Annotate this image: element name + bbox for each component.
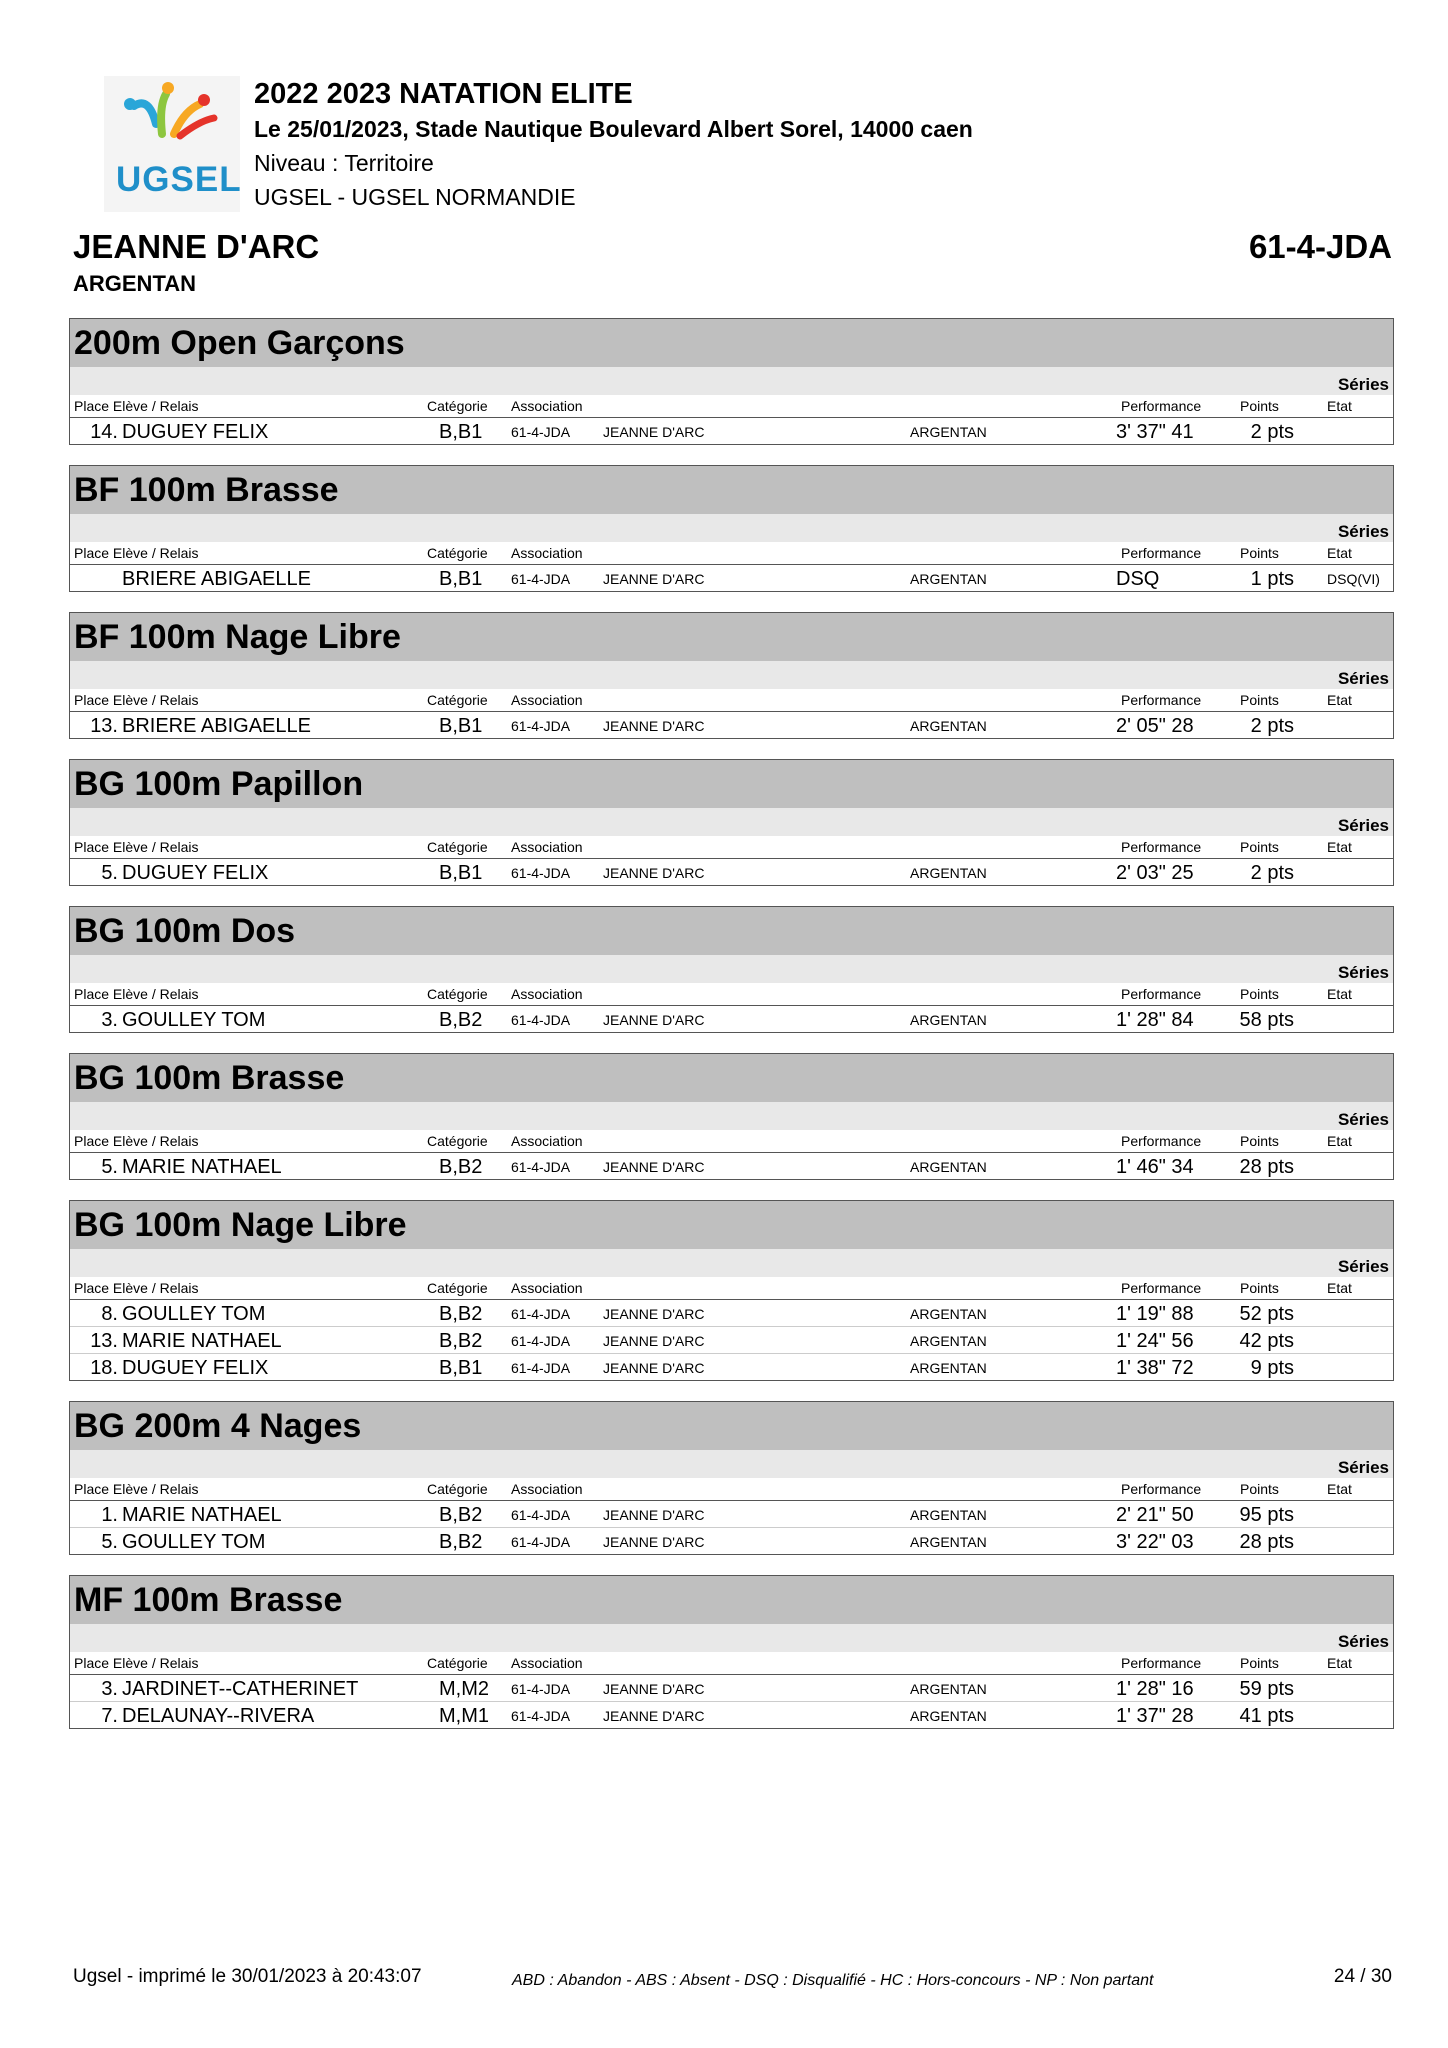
col-place-name: Place Elève / Relais <box>74 692 199 708</box>
club-name: JEANNE D'ARC <box>73 228 320 265</box>
club-code-cell: 61-4-JDA <box>511 424 571 440</box>
event-title: BF 100m Nage Libre <box>70 613 1393 661</box>
performance: 1' 28" 84 <box>1116 1009 1194 1031</box>
event-block <box>69 1401 1394 1555</box>
event-block <box>69 1200 1394 1381</box>
col-performance: Performance <box>1121 1655 1202 1671</box>
category: B,B2 <box>439 1531 483 1553</box>
category: B,B1 <box>439 568 483 590</box>
col-association: Association <box>511 545 583 561</box>
swimmer-name: DELAUNAY--RIVERA <box>122 1705 315 1727</box>
performance: 1' 19" 88 <box>1116 1303 1194 1325</box>
performance: 2' 21" 50 <box>1116 1504 1194 1526</box>
result-row <box>70 1153 1393 1179</box>
city-cell: ARGENTAN <box>910 1012 987 1028</box>
column-header <box>70 689 1393 712</box>
ugsel-logo-figures-icon <box>104 76 240 156</box>
event-block <box>69 759 1394 886</box>
series-label: Séries <box>70 514 1393 542</box>
event-title: BG 100m Brasse <box>70 1054 1393 1102</box>
column-header <box>70 542 1393 565</box>
swimmer-name: MARIE NATHAEL <box>122 1330 282 1352</box>
performance: 1' 37" 28 <box>1116 1705 1194 1727</box>
result-row <box>70 418 1393 444</box>
meet-title: 2022 2023 NATATION ELITE <box>254 78 633 110</box>
meet-org: UGSEL - UGSEL NORMANDIE <box>254 184 576 210</box>
col-association: Association <box>511 398 583 414</box>
series-label: Séries <box>70 661 1393 689</box>
club-cell: JEANNE D'ARC <box>603 1708 705 1724</box>
category: B,B2 <box>439 1156 483 1178</box>
result-row <box>70 1354 1393 1380</box>
place: 5. <box>101 1531 118 1553</box>
city-cell: ARGENTAN <box>910 1333 987 1349</box>
col-place-name: Place Elève / Relais <box>74 1481 199 1497</box>
points: 2 pts <box>1250 421 1294 443</box>
col-category: Catégorie <box>427 1655 488 1671</box>
col-place-name: Place Elève / Relais <box>74 839 199 855</box>
ugsel-logo <box>104 76 240 212</box>
col-association: Association <box>511 1481 583 1497</box>
col-performance: Performance <box>1121 839 1202 855</box>
club-cell: JEANNE D'ARC <box>603 1507 705 1523</box>
series-label: Séries <box>70 808 1393 836</box>
col-points: Points <box>1240 1133 1279 1149</box>
series-label: Séries <box>70 1624 1393 1652</box>
result-row <box>70 1528 1393 1554</box>
col-category: Catégorie <box>427 1280 488 1296</box>
col-points: Points <box>1240 1655 1279 1671</box>
column-header <box>70 836 1393 859</box>
club-code-cell: 61-4-JDA <box>511 865 571 881</box>
city-cell: ARGENTAN <box>910 1534 987 1550</box>
club-code: 61-4-JDA <box>1248 228 1392 265</box>
result-row <box>70 1300 1393 1327</box>
column-header <box>70 1478 1393 1501</box>
club-cell: JEANNE D'ARC <box>603 1012 705 1028</box>
col-association: Association <box>511 839 583 855</box>
points: 2 pts <box>1250 862 1294 884</box>
column-header <box>70 1277 1393 1300</box>
column-header <box>70 395 1393 418</box>
col-points: Points <box>1240 692 1279 708</box>
place: 8. <box>101 1303 118 1325</box>
col-category: Catégorie <box>427 545 488 561</box>
col-etat: Etat <box>1327 1655 1352 1671</box>
col-performance: Performance <box>1121 1133 1202 1149</box>
col-etat: Etat <box>1327 986 1352 1002</box>
footer-printed: Ugsel - imprimé le 30/01/2023 à 20:43:07 <box>73 1966 422 1987</box>
result-row <box>70 1501 1393 1528</box>
club-cell: JEANNE D'ARC <box>603 571 705 587</box>
series-label: Séries <box>70 367 1393 395</box>
points: 42 pts <box>1239 1330 1294 1352</box>
swimmer-name: GOULLEY TOM <box>122 1303 266 1325</box>
performance: DSQ <box>1116 568 1160 590</box>
col-category: Catégorie <box>427 692 488 708</box>
swimmer-name: GOULLEY TOM <box>122 1531 266 1553</box>
col-performance: Performance <box>1121 986 1202 1002</box>
col-category: Catégorie <box>427 839 488 855</box>
club-code-cell: 61-4-JDA <box>511 1534 571 1550</box>
club-cell: JEANNE D'ARC <box>603 424 705 440</box>
club-cell: JEANNE D'ARC <box>603 1534 705 1550</box>
event-block <box>69 1575 1394 1729</box>
col-performance: Performance <box>1121 1280 1202 1296</box>
category: B,B2 <box>439 1303 483 1325</box>
swimmer-name: MARIE NATHAEL <box>122 1504 282 1526</box>
city-cell: ARGENTAN <box>910 1306 987 1322</box>
city-cell: ARGENTAN <box>910 424 987 440</box>
points: 2 pts <box>1250 715 1294 737</box>
points: 52 pts <box>1239 1303 1294 1325</box>
points: 95 pts <box>1239 1504 1294 1526</box>
logo-text: UGSEL <box>116 160 242 199</box>
place: 18. <box>90 1357 118 1379</box>
swimmer-name: MARIE NATHAEL <box>122 1156 282 1178</box>
meet-header <box>254 76 973 214</box>
club-cell: JEANNE D'ARC <box>603 1360 705 1376</box>
place: 3. <box>101 1009 118 1031</box>
club-code-cell: 61-4-JDA <box>511 1159 571 1175</box>
performance: 3' 22" 03 <box>1116 1531 1194 1553</box>
column-header <box>70 983 1393 1006</box>
club-code-cell: 61-4-JDA <box>511 1507 571 1523</box>
category: B,B2 <box>439 1504 483 1526</box>
col-points: Points <box>1240 986 1279 1002</box>
event-title: 200m Open Garçons <box>70 319 1393 367</box>
event-title: BG 100m Dos <box>70 907 1393 955</box>
series-label: Séries <box>70 1102 1393 1130</box>
col-association: Association <box>511 692 583 708</box>
performance: 1' 24" 56 <box>1116 1330 1194 1352</box>
points: 59 pts <box>1239 1678 1294 1700</box>
result-row <box>70 859 1393 885</box>
result-row <box>70 565 1393 591</box>
points: 28 pts <box>1239 1156 1294 1178</box>
club-code-cell: 61-4-JDA <box>511 1360 571 1376</box>
meet-subtitle: Le 25/01/2023, Stade Nautique Boulevard Albert Sorel, 14000 caen <box>254 116 973 142</box>
club-cell: JEANNE D'ARC <box>603 1306 705 1322</box>
category: B,B1 <box>439 1357 483 1379</box>
event-title: BG 200m 4 Nages <box>70 1402 1393 1450</box>
points: 28 pts <box>1239 1531 1294 1553</box>
points: 9 pts <box>1250 1357 1294 1379</box>
event-title: MF 100m Brasse <box>70 1576 1393 1624</box>
col-etat: Etat <box>1327 692 1352 708</box>
category: B,B2 <box>439 1330 483 1352</box>
category: M,M2 <box>439 1678 489 1700</box>
result-row <box>70 1006 1393 1032</box>
col-points: Points <box>1240 1481 1279 1497</box>
place: 1. <box>101 1504 118 1526</box>
col-place-name: Place Elève / Relais <box>74 1655 199 1671</box>
club-code-cell: 61-4-JDA <box>511 1306 571 1322</box>
etat: DSQ(VI) <box>1327 571 1380 587</box>
col-place-name: Place Elève / Relais <box>74 398 199 414</box>
place: 5. <box>101 1156 118 1178</box>
performance: 2' 03" 25 <box>1116 862 1194 884</box>
points: 1 pts <box>1250 568 1294 590</box>
series-label: Séries <box>70 1249 1393 1277</box>
place: 13. <box>90 715 118 737</box>
performance: 1' 28" 16 <box>1116 1678 1194 1700</box>
col-category: Catégorie <box>427 1133 488 1149</box>
col-category: Catégorie <box>427 1481 488 1497</box>
col-category: Catégorie <box>427 986 488 1002</box>
event-block <box>69 612 1394 739</box>
points: 58 pts <box>1239 1009 1294 1031</box>
event-block <box>69 906 1394 1033</box>
col-etat: Etat <box>1327 398 1352 414</box>
club-code-cell: 61-4-JDA <box>511 1681 571 1697</box>
result-row <box>70 1702 1393 1728</box>
city-cell: ARGENTAN <box>910 865 987 881</box>
col-etat: Etat <box>1327 1280 1352 1296</box>
swimmer-name: JARDINET--CATHERINET <box>122 1678 359 1700</box>
col-etat: Etat <box>1327 1481 1352 1497</box>
club-cell: JEANNE D'ARC <box>603 1159 705 1175</box>
result-row <box>70 1327 1393 1354</box>
col-category: Catégorie <box>427 398 488 414</box>
col-performance: Performance <box>1121 398 1202 414</box>
city-cell: ARGENTAN <box>910 1159 987 1175</box>
column-header <box>70 1652 1393 1675</box>
club-cell: JEANNE D'ARC <box>603 865 705 881</box>
performance: 1' 46" 34 <box>1116 1156 1194 1178</box>
col-place-name: Place Elève / Relais <box>74 1133 199 1149</box>
swimmer-name: GOULLEY TOM <box>122 1009 266 1031</box>
col-points: Points <box>1240 1280 1279 1296</box>
event-title: BF 100m Brasse <box>70 466 1393 514</box>
city-cell: ARGENTAN <box>910 1681 987 1697</box>
swimmer-name: DUGUEY FELIX <box>122 421 269 443</box>
performance: 3' 37" 41 <box>1116 421 1194 443</box>
col-performance: Performance <box>1121 1481 1202 1497</box>
points: 41 pts <box>1239 1705 1294 1727</box>
performance: 2' 05" 28 <box>1116 715 1194 737</box>
swimmer-name: DUGUEY FELIX <box>122 1357 269 1379</box>
club-code-cell: 61-4-JDA <box>511 718 571 734</box>
category: B,B1 <box>439 862 483 884</box>
event-block <box>69 1053 1394 1180</box>
meet-level: Niveau : Territoire <box>254 150 434 176</box>
club-code-cell: 61-4-JDA <box>511 1708 571 1724</box>
city-cell: ARGENTAN <box>910 1507 987 1523</box>
category: M,M1 <box>439 1705 489 1727</box>
city-cell: ARGENTAN <box>910 718 987 734</box>
event-title: BG 100m Nage Libre <box>70 1201 1393 1249</box>
col-place-name: Place Elève / Relais <box>74 986 199 1002</box>
col-association: Association <box>511 1655 583 1671</box>
city-cell: ARGENTAN <box>910 571 987 587</box>
col-performance: Performance <box>1121 545 1202 561</box>
col-place-name: Place Elève / Relais <box>74 1280 199 1296</box>
col-points: Points <box>1240 839 1279 855</box>
place: 5. <box>101 862 118 884</box>
result-row <box>70 712 1393 738</box>
swimmer-name: BRIERE ABIGAELLE <box>122 715 311 737</box>
city-cell: ARGENTAN <box>910 1708 987 1724</box>
place: 13. <box>90 1330 118 1352</box>
col-points: Points <box>1240 398 1279 414</box>
column-header <box>70 1130 1393 1153</box>
performance: 1' 38" 72 <box>1116 1357 1194 1379</box>
col-association: Association <box>511 1133 583 1149</box>
events-list <box>69 318 1394 1749</box>
col-points: Points <box>1240 545 1279 561</box>
club-code-cell: 61-4-JDA <box>511 1012 571 1028</box>
category: B,B1 <box>439 715 483 737</box>
club-cell: JEANNE D'ARC <box>603 718 705 734</box>
col-place-name: Place Elève / Relais <box>74 545 199 561</box>
swimmer-name: DUGUEY FELIX <box>122 862 269 884</box>
swimmer-name: BRIERE ABIGAELLE <box>122 568 311 590</box>
col-association: Association <box>511 1280 583 1296</box>
col-etat: Etat <box>1327 839 1352 855</box>
col-association: Association <box>511 986 583 1002</box>
col-etat: Etat <box>1327 1133 1352 1149</box>
event-block <box>69 465 1394 592</box>
event-block <box>69 318 1394 445</box>
club-cell: JEANNE D'ARC <box>603 1333 705 1349</box>
club-code-cell: 61-4-JDA <box>511 571 571 587</box>
series-label: Séries <box>70 955 1393 983</box>
club-city: ARGENTAN <box>73 271 197 296</box>
category: B,B2 <box>439 1009 483 1031</box>
city-cell: ARGENTAN <box>910 1360 987 1376</box>
footer-legend: ABD : Abandon - ABS : Absent - DSQ : Disqualifié - HC : Hors-concours - NP : Non partant <box>512 1972 1154 1989</box>
club-code-cell: 61-4-JDA <box>511 1333 571 1349</box>
place: 14. <box>90 421 118 443</box>
category: B,B1 <box>439 421 483 443</box>
event-title: BG 100m Papillon <box>70 760 1393 808</box>
result-row <box>70 1675 1393 1702</box>
place: 3. <box>101 1678 118 1700</box>
club-cell: JEANNE D'ARC <box>603 1681 705 1697</box>
place: 7. <box>101 1705 118 1727</box>
footer-page: 24 / 30 <box>1333 1966 1392 1987</box>
col-performance: Performance <box>1121 692 1202 708</box>
col-etat: Etat <box>1327 545 1352 561</box>
series-label: Séries <box>70 1450 1393 1478</box>
